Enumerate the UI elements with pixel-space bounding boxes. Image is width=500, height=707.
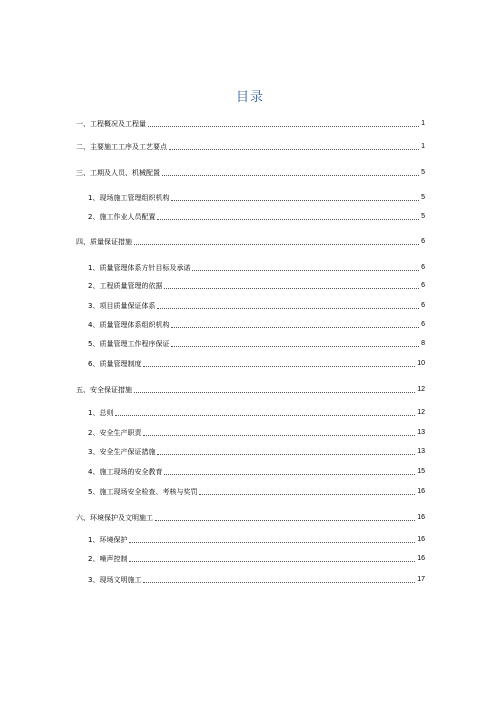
toc-entry-label: 2、安全生产职责 [88,429,142,437]
toc-dot-leader [157,454,415,455]
toc-entry[interactable] [0,338,500,350]
toc-entry-page-number: 17 [417,576,425,583]
toc-dot-leader [143,435,415,436]
toc-entry-label: 4、质量管理体系组织机构 [88,321,170,329]
toc-title: 目录 [235,90,264,105]
toc-entry[interactable] [0,236,500,248]
toc-entry-label: 4、施工现场的安全教育 [88,468,163,476]
toc-entry-label: 二、主要施工工序及工艺要点 [76,143,167,151]
toc-entry-page-number: 1 [421,120,425,127]
toc-entry-label: 3、现场文明施工 [88,576,142,584]
toc-entry[interactable] [0,486,500,498]
toc-dot-leader [157,308,419,309]
toc-dot-leader [143,582,415,583]
toc-dot-leader [162,175,419,176]
toc-entry-page-number: 16 [417,536,425,543]
toc-entry-label: 六、环境保护及文明施工 [76,514,153,522]
toc-entry-page-number: 16 [417,488,425,495]
toc-entry-label: 一、工程概况及工程量 [76,120,146,128]
toc-entry-page-number: 12 [417,409,425,416]
toc-dot-leader [171,200,419,201]
toc-entry-label: 1、质量管理体系方针目标及承诺 [88,264,191,272]
toc-entry-page-number: 1 [421,143,425,150]
toc-entry-page-number: 15 [417,468,425,475]
toc-entry[interactable] [0,118,500,130]
toc-dot-leader [192,270,419,271]
toc-entry[interactable] [0,192,500,204]
toc-entry[interactable] [0,534,500,546]
toc-dot-leader [199,494,415,495]
toc-entry-page-number: 5 [421,169,425,176]
toc-entry[interactable] [0,300,500,312]
toc-entry-label: 1、环境保护 [88,536,128,544]
toc-entry[interactable] [0,211,500,223]
toc-dot-leader [148,126,419,127]
toc-dot-leader [134,392,415,393]
toc-dot-leader [157,219,419,220]
toc-entry-label: 2、施工作业人员配置 [88,213,156,221]
toc-entry[interactable] [0,553,500,565]
toc-entry-label: 3、安全生产保证措施 [88,448,156,456]
toc-entry[interactable] [0,407,500,419]
toc-dot-leader [134,244,419,245]
toc-entry[interactable] [0,358,500,370]
toc-entry-label: 3、项目质量保证体系 [88,302,156,310]
toc-entry[interactable] [0,466,500,478]
toc-entry-page-number: 16 [417,555,425,562]
toc-entry[interactable] [0,167,500,179]
toc-entry-label: 6、质量管理制度 [88,360,142,368]
toc-dot-leader [143,366,415,367]
toc-entry-page-number: 13 [417,429,425,436]
toc-entry-label: 四、质量保证措施 [76,238,132,246]
toc-entry-page-number: 5 [421,194,425,201]
toc-entry-label: 5、质量管理工作程序保证 [88,340,170,348]
toc-entry[interactable] [0,574,500,586]
toc-dot-leader [164,288,419,289]
toc-dot-leader [171,327,419,328]
toc-entry-page-number: 6 [421,264,425,271]
toc-entry[interactable] [0,262,500,274]
toc-entry[interactable] [0,319,500,331]
toc-dot-leader [171,346,419,347]
toc-entry[interactable] [0,141,500,153]
toc-entry-page-number: 10 [417,360,425,367]
toc-dot-leader [155,520,415,521]
toc-entry-page-number: 8 [421,340,425,347]
toc-entry-page-number: 6 [421,282,425,289]
toc-dot-leader [115,415,415,416]
toc-entry-page-number: 12 [417,386,425,393]
toc-entry[interactable] [0,446,500,458]
toc-entry-page-number: 5 [421,213,425,220]
toc-dot-leader [129,542,415,543]
toc-entry-label: 2、噪声控制 [88,555,128,563]
toc-dot-leader [129,561,415,562]
toc-entry-label: 三、工期及人员、机械配置 [76,169,160,177]
toc-entry-label: 5、施工现场安全检查、考核与奖罚 [88,488,198,496]
toc-entry-label: 2、工程质量管理的依据 [88,282,163,290]
toc-dot-leader [164,474,415,475]
toc-entry-label: 五、安全保证措施 [76,386,132,394]
toc-entry[interactable] [0,427,500,439]
toc-entry-page-number: 13 [417,448,425,455]
toc-entry-page-number: 16 [417,514,425,521]
toc-entry-page-number: 6 [421,302,425,309]
toc-entry-page-number: 6 [421,238,425,245]
toc-entry[interactable] [0,512,500,524]
toc-entry[interactable] [0,384,500,396]
toc-entry[interactable] [0,280,500,292]
toc-dot-leader [169,149,419,150]
toc-entry-label: 1、现场施工管理组织机构 [88,194,170,202]
toc-entry-label: 1、总则 [88,409,114,417]
toc-entry-page-number: 6 [421,321,425,328]
